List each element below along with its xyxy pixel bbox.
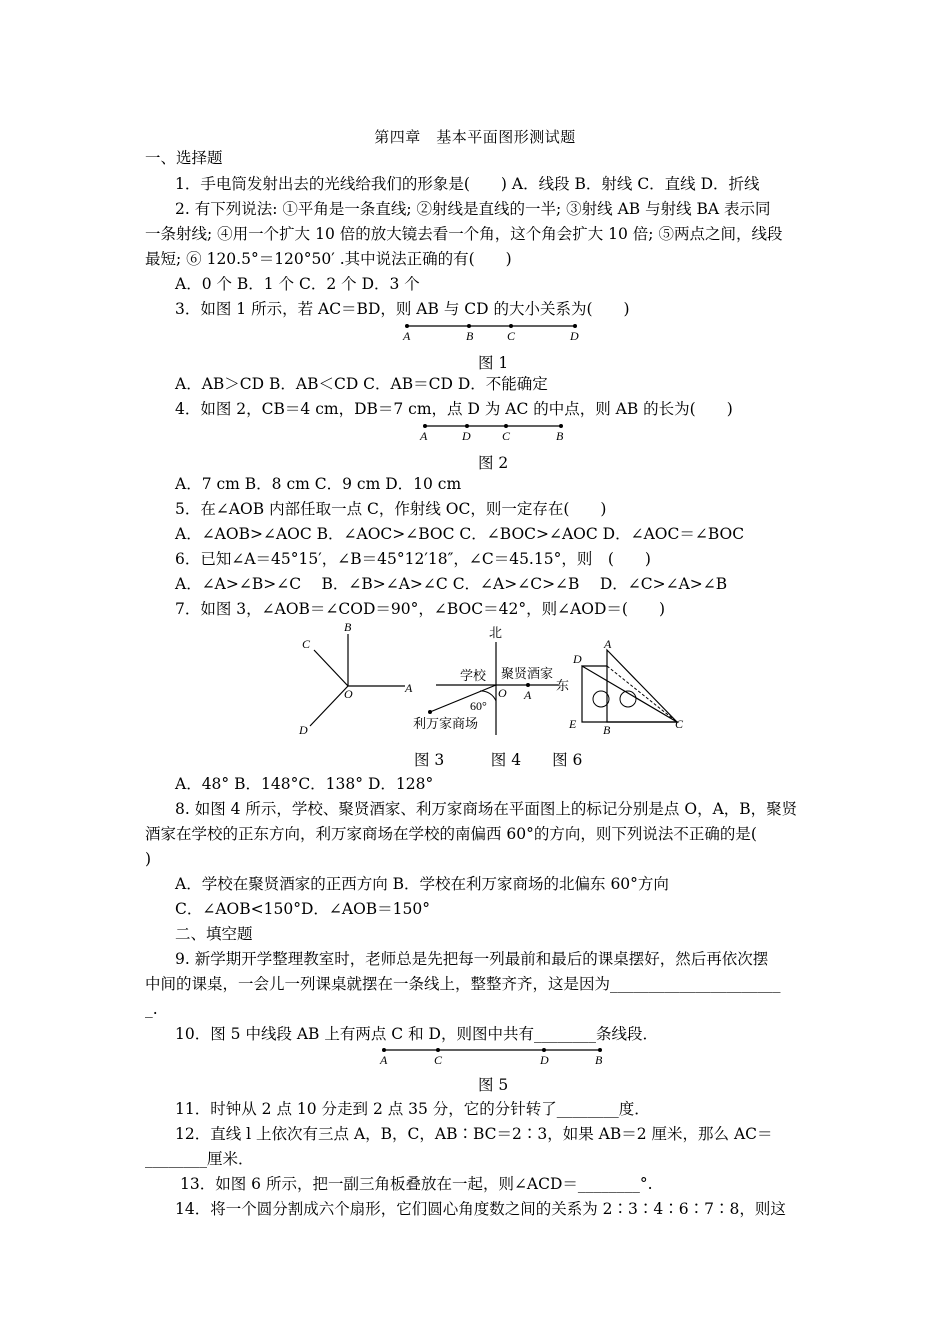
section-heading-choice: 一、选择题: [145, 149, 223, 167]
fig3-label-a: A: [405, 681, 413, 695]
fig6-label-d: D: [573, 652, 582, 666]
fig1-label-d: D: [570, 329, 579, 343]
figure-4-map: [408, 620, 578, 738]
fig5-label-b: B: [595, 1053, 603, 1067]
question-9-line-3: _.: [145, 1000, 158, 1018]
fig4-east-label: 东: [556, 679, 570, 694]
fig5-label-d: D: [540, 1053, 549, 1067]
figure-5-segment: [372, 1042, 612, 1068]
question-6-options: A．∠A>∠B>∠C B．∠B>∠A>∠C C．∠A>∠C>∠B D．∠C>∠A>∠B: [175, 575, 728, 593]
question-13: 13．如图 6 所示，把一副三角板叠放在一起，则∠ACD＝________°.: [180, 1175, 653, 1193]
fig3-label-c: C: [302, 637, 311, 651]
question-4: 4．如图 2，CB＝4 cm，DB＝7 cm，点 D 为 AC 的中点，则 AB 的长为( ): [175, 400, 733, 418]
figure-2-segment: [415, 418, 575, 444]
fig5-label-c: C: [434, 1053, 443, 1067]
fig4-north-label: 北: [489, 626, 503, 641]
fig4-o-label: O: [498, 686, 507, 700]
fig4-school-label: 学校: [460, 669, 487, 684]
fig6-label-b: B: [603, 723, 611, 737]
question-10: 10．图 5 中线段 AB 上有两点 C 和 D，则图中共有________条线段．: [175, 1025, 658, 1043]
question-2-line-3: 最短; ⑥ 120.5°＝120°50′ .其中说法正确的有( ): [145, 250, 512, 268]
fig6-label-a: A: [604, 637, 612, 651]
figure-1-segment: [395, 318, 595, 344]
question-8-options-2: C．∠AOB<150°D．∠AOB＝150°: [175, 900, 431, 918]
fig2-label-b: B: [556, 429, 564, 443]
fig1-label-c: C: [507, 329, 516, 343]
question-2-line-1: 2. 有下列说法: ①平角是一条直线; ②射线是直线的一半; ③射线 AB 与射线 BA 表示同: [175, 200, 771, 218]
question-5: 5．在∠AOB 内部任取一点 C，作射线 OC，则一定存在( ): [175, 500, 607, 518]
question-7: 7．如图 3，∠AOB＝∠COD＝90°，∠BOC＝42°，则∠AOD＝( ): [175, 600, 665, 618]
question-7-options: A．48° B．148°C．138° D．128°: [175, 775, 434, 793]
question-8-line-2: 酒家在学校的正东方向，利万家商场在学校的南偏西 60°的方向，则下列说法不正确的是(: [145, 825, 757, 843]
question-2-line-2: 一条射线; ④用一个扩大 10 倍的放大镜去看一个角，这个角会扩大 10 倍; ⑤两点之间，线段: [145, 225, 783, 243]
fig3-label-o: O: [344, 687, 353, 701]
question-11: 11．时钟从 2 点 10 分走到 2 点 35 分，它的分针转了________度．: [175, 1100, 650, 1118]
fig4-angle-label: 60°: [470, 699, 487, 713]
fig4-mall-label: 利万家商场: [413, 717, 479, 732]
figure-3-angles: [290, 618, 420, 738]
question-6: 6．已知∠A＝45°15′，∠B＝45°12′18″，∠C＝45.15°，则 ( ): [175, 550, 651, 568]
figure-6-triangles: [562, 628, 692, 738]
figure-5-caption: 图 5: [478, 1076, 509, 1094]
fig1-label-a: A: [403, 329, 411, 343]
fig6-label-e: E: [569, 717, 577, 731]
fig6-label-c: C: [675, 717, 684, 731]
question-14: 14．将一个圆分割成六个扇形，它们圆心角度数之间的关系为 2∶3∶4∶6∶7∶8，则这: [175, 1200, 786, 1218]
question-12-line-2: ________厘米．: [145, 1150, 254, 1168]
question-8-line-3: ): [145, 850, 152, 868]
figure-2-caption: 图 2: [478, 454, 509, 472]
question-12-line-1: 12．直线 l 上依次有三点 A，B，C，AB∶BC＝2∶3，如果 AB＝2 厘米，那么 AC＝: [175, 1125, 773, 1143]
question-9-line-1: 9. 新学期开学整理教室时，老师总是先把每一列最前和最后的课桌摆好，然后再依次摆: [175, 950, 769, 968]
fig2-label-a: A: [420, 429, 428, 443]
fig5-label-a: A: [380, 1053, 388, 1067]
question-8-line-1: 8. 如图 4 所示，学校、聚贤酒家、利万家商场在平面图上的标记分别是点 O，A，B，聚贤: [175, 800, 798, 818]
question-9-line-2: 中间的课桌，一会儿一列课桌就摆在一条线上，整整齐齐，这是因为______________________: [145, 975, 781, 993]
question-2-options: A．0 个 B．1 个 C．2 个 D．3 个: [175, 275, 420, 293]
question-5-options: A．∠AOB>∠AOC B．∠AOC>∠BOC C．∠BOC>∠AOC D．∠AOC＝∠BOC: [175, 525, 745, 543]
fig3-label-b: B: [344, 620, 352, 634]
question-3-options: A．AB＞CD B．AB＜CD C．AB＝CD D．不能确定: [175, 375, 548, 393]
figure-1-caption: 图 1: [478, 354, 509, 372]
question-1: 1．手电筒发射出去的光线给我们的形象是( ) A．线段 B．射线 C．直线 D．折线: [175, 175, 760, 193]
page-title: 第四章 基本平面图形测试题: [374, 128, 576, 146]
fig3-label-d: D: [299, 723, 308, 737]
fig4-a-label: A: [524, 688, 532, 702]
question-8-options-1: A．学校在聚贤酒家的正西方向 B．学校在利万家商场的北偏东 60°方向: [175, 875, 669, 893]
fig4-restaurant-label: 聚贤酒家: [501, 667, 554, 682]
fig1-label-b: B: [466, 329, 474, 343]
section-heading-fill: 二、填空题: [175, 925, 253, 943]
question-3: 3．如图 1 所示，若 AC＝BD，则 AB 与 CD 的大小关系为( ): [175, 300, 630, 318]
fig2-label-d: D: [462, 429, 471, 443]
figures-3-4-6-caption: 图 3 图 4 图 6: [414, 751, 583, 769]
fig2-label-c: C: [502, 429, 511, 443]
question-4-options: A．7 cm B．8 cm C．9 cm D．10 cm: [175, 475, 462, 493]
